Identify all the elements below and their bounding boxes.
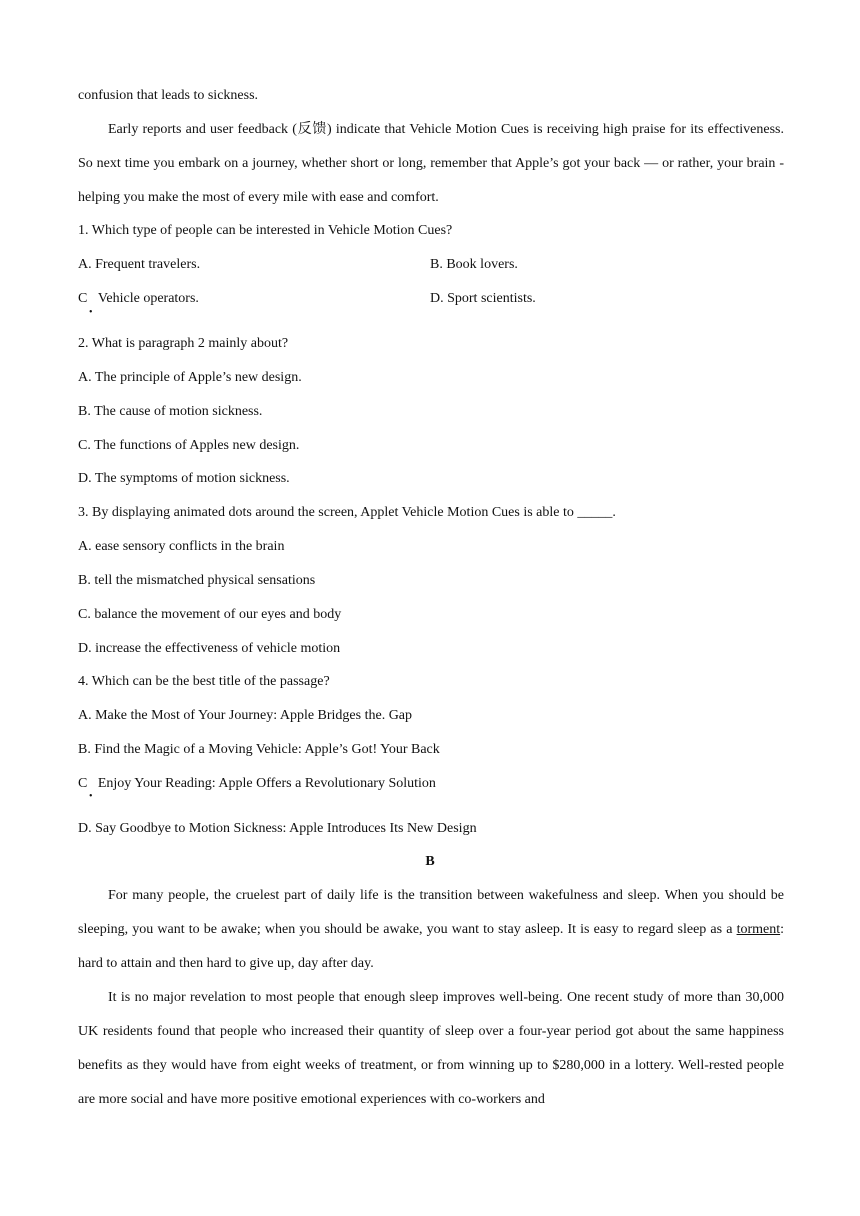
underlined-word-torment: torment <box>736 922 781 937</box>
question-1-stem: 1. Which type of people can be interested in Vehicle Motion Cues? <box>78 223 453 238</box>
question-3-stem: 3. By displaying animated dots around the screen, Applet Vehicle Motion Cues is able to _____. <box>78 505 616 520</box>
section-b-paragraph-2 <box>78 981 784 1117</box>
passage-a-paragraph-2-text: Early reports and user feedback (反馈) indicate that Vehicle Motion Cues is receiving high praise for its effectiveness. So next time you embark on a journey, whether short or long, remember that Apple’s got your back — or rather, your brain - helping you make the most of every mile with ease and comfort. <box>78 122 784 205</box>
question-1-option-a: A. Frequent travelers. <box>78 257 201 272</box>
question-2-stem: 2. What is paragraph 2 mainly about? <box>78 336 289 351</box>
question-3-option-a: A. ease sensory conflicts in the brain <box>78 539 285 554</box>
question-1-option-d: D. Sport scientists. <box>430 291 536 306</box>
passage-a-paragraph-1-end: confusion that leads to sickness. <box>78 88 259 103</box>
question-2-option-b: B. The cause of motion sickness. <box>78 404 263 419</box>
question-4-option-c-text: Enjoy Your Reading: Apple Offers a Revolutionary Solution <box>97 776 436 791</box>
section-b-paragraph-1-text-after: : hard to attain and then hard to give up, day after day. <box>78 922 784 971</box>
question-1-option-b: B. Book lovers. <box>430 257 518 272</box>
question-4-option-d: D. Say Goodbye to Motion Sickness: Apple Introduces Its New Design <box>78 821 477 836</box>
dot-mark-icon: • <box>89 791 93 802</box>
question-4-option-b: B. Find the Magic of a Moving Vehicle: Apple’s Got! Your Back <box>78 742 440 757</box>
question-2-option-a: A. The principle of Apple’s new design. <box>78 370 302 385</box>
section-b-paragraph-2-text: It is no major revelation to most people that enough sleep improves well-being. One recent study of more than 30,000 UK residents found that people who increased their quantity of sleep over a four-year period got about the same happiness benefits as they would have from eight weeks of treatment, or from winning up to $280,000 in a lottery. Well-rested people are more social and have more positive emotional experiences with co-workers and <box>78 990 784 1107</box>
question-2-option-d: D. The symptoms of motion sickness. <box>78 471 290 486</box>
question-1-option-c-text: Vehicle operators. <box>97 291 199 306</box>
question-1-option-c-letter: C <box>78 291 88 306</box>
question-4-option-a: A. Make the Most of Your Journey: Apple Bridges the. Gap <box>78 708 413 723</box>
question-4-option-c-letter: C <box>78 776 88 791</box>
question-1-option-c <box>78 282 199 316</box>
passage-a-paragraph-2 <box>78 113 784 215</box>
section-b-heading: B <box>425 854 435 869</box>
dot-mark-icon: • <box>89 307 93 318</box>
section-b-paragraph-1-text-before: For many people, the cruelest part of daily life is the transition between wakefulness and sleep. When you should be sleeping, you want to be awake; when you should be awake, you want to stay asleep. It is easy to regard sleep as a <box>78 888 784 937</box>
question-3-option-c: C. balance the movement of our eyes and body <box>78 607 342 622</box>
question-3-option-b: B. tell the mismatched physical sensations <box>78 573 316 588</box>
question-3-option-d: D. increase the effectiveness of vehicle motion <box>78 641 341 656</box>
question-4-stem: 4. Which can be the best title of the passage? <box>78 674 330 689</box>
question-4-option-c <box>78 767 436 801</box>
question-2-option-c: C. The functions of Apples new design. <box>78 438 300 453</box>
section-b-paragraph-1 <box>78 879 784 981</box>
